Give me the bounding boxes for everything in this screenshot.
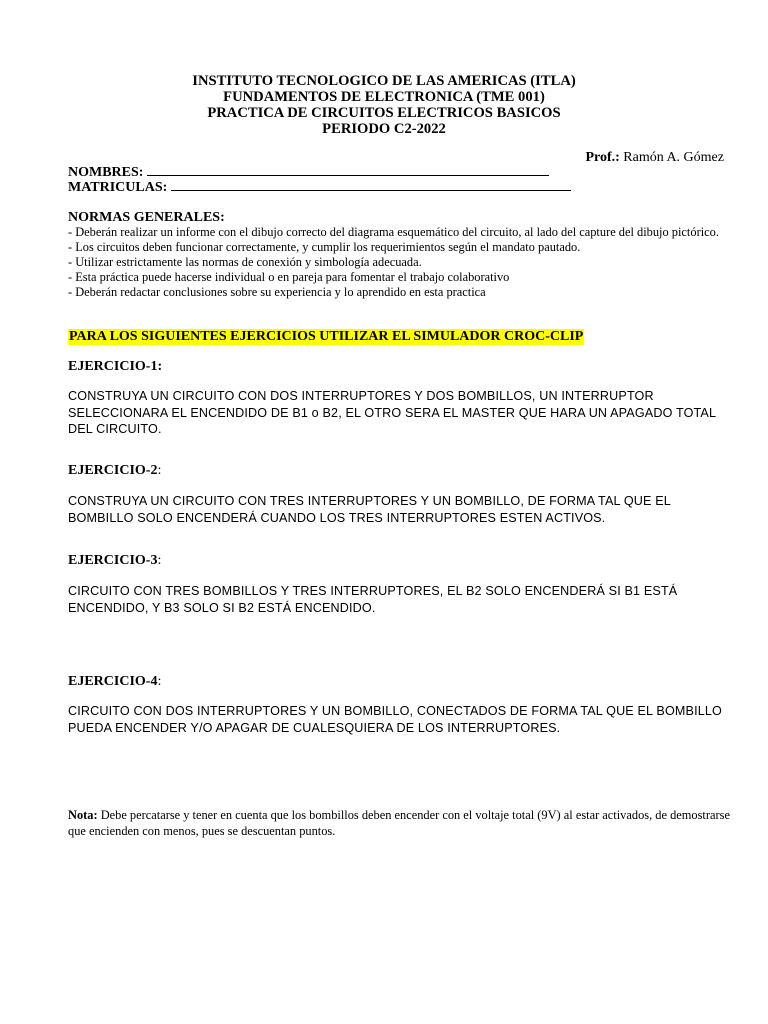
exercise-4-body: CIRCUITO CON DOS INTERRUPTORES Y UN BOMBILLO, CONECTADOS DE FORMA TAL QUE EL BOMBILLO PUEDA ENCENDER Y/O APAGAR DE CUALESQUIERA DE LOS INTERRUPTORES. bbox=[68, 704, 722, 735]
practice-title: PRACTICA DE CIRCUITOS ELECTRICOS BASICOS bbox=[207, 105, 561, 121]
exercise-2-title: EJERCICIO-2: bbox=[68, 463, 162, 478]
institution-name: INSTITUTO TECNOLOGICO DE LAS AMERICAS (ITLA) bbox=[192, 73, 576, 89]
document-header bbox=[0, 73, 768, 137]
professor bbox=[585, 150, 724, 166]
exercise-2-body: CONSTRUYA UN CIRCUITO CON TRES INTERRUPTORES Y UN BOMBILLO, DE FORMA TAL QUE EL BOMBILLO SOLO ENCENDERÁ CUANDO LOS TRES INTERRUPTORES ESTEN ACTIVOS. bbox=[68, 494, 671, 525]
names-blank-line bbox=[147, 174, 549, 176]
rule-item: - Los circuitos deben funcionar correctamente, y cumplir los requerimientos según el mandato pautado. bbox=[68, 240, 581, 254]
names-label: NOMBRES: bbox=[68, 165, 144, 180]
rule-item: - Utilizar estrictamente las normas de conexión y simbología adecuada. bbox=[68, 255, 422, 269]
professor-label: Prof.: bbox=[585, 150, 620, 165]
rule-item: - Esta práctica puede hacerse individual o en pareja para fomentar el trabajo colaborativo bbox=[68, 270, 510, 284]
simulator-instruction: PARA LOS SIGUIENTES EJERCICIOS UTILIZAR EL SIMULADOR CROC-CLIP bbox=[69, 329, 584, 344]
course-name: FUNDAMENTOS DE ELECTRONICA (TME 001) bbox=[223, 89, 545, 105]
note-text: Debe percatarse y tener en cuenta que los bombillos deben encender con el voltaje total (9V) al estar activados, de demostrarse que encienden con menos, pues se descuentan puntos. bbox=[68, 808, 730, 838]
rule-item: - Deberán redactar conclusiones sobre su experiencia y lo aprendido en esta practica bbox=[68, 285, 486, 299]
professor-name: Ramón A. Gómez bbox=[623, 150, 724, 165]
exercise-3-title: EJERCICIO-3: bbox=[68, 553, 162, 568]
general-rules-list bbox=[68, 225, 728, 300]
exercise-1-title: EJERCICIO-1: bbox=[68, 359, 163, 374]
exercise-3-body: CIRCUITO CON TRES BOMBILLOS Y TRES INTERRUPTORES, EL B2 SOLO ENCENDERÁ SI B1 ESTÁ ENCENDIDO, Y B3 SOLO SI B2 ESTÁ ENCENDIDO. bbox=[68, 584, 678, 615]
student-ids-blank-line bbox=[171, 189, 571, 191]
names-field bbox=[68, 165, 549, 181]
student-ids-label: MATRICULAS: bbox=[68, 180, 168, 195]
note-label: Nota: bbox=[68, 808, 98, 822]
exercise-4-title: EJERCICIO-4: bbox=[68, 674, 162, 689]
rule-item: - Deberán realizar un informe con el dibujo correcto del diagrama esquemático del circuito, al lado del capture del dibujo pictórico. bbox=[68, 225, 719, 239]
exercise-1-body: CONSTRUYA UN CIRCUITO CON DOS INTERRUPTORES Y DOS BOMBILLOS, UN INTERRUPTOR SELECCIONARA EL ENCENDIDO DE B1 o B2, EL OTRO SERA EL MASTER QUE HARA UN APAGADO TOTAL DEL CIRCUITO. bbox=[68, 389, 716, 436]
grading-note bbox=[68, 807, 733, 839]
student-ids-field bbox=[68, 180, 571, 196]
general-rules-title: NORMAS GENERALES: bbox=[68, 210, 225, 225]
period: PERIODO C2-2022 bbox=[322, 121, 446, 137]
